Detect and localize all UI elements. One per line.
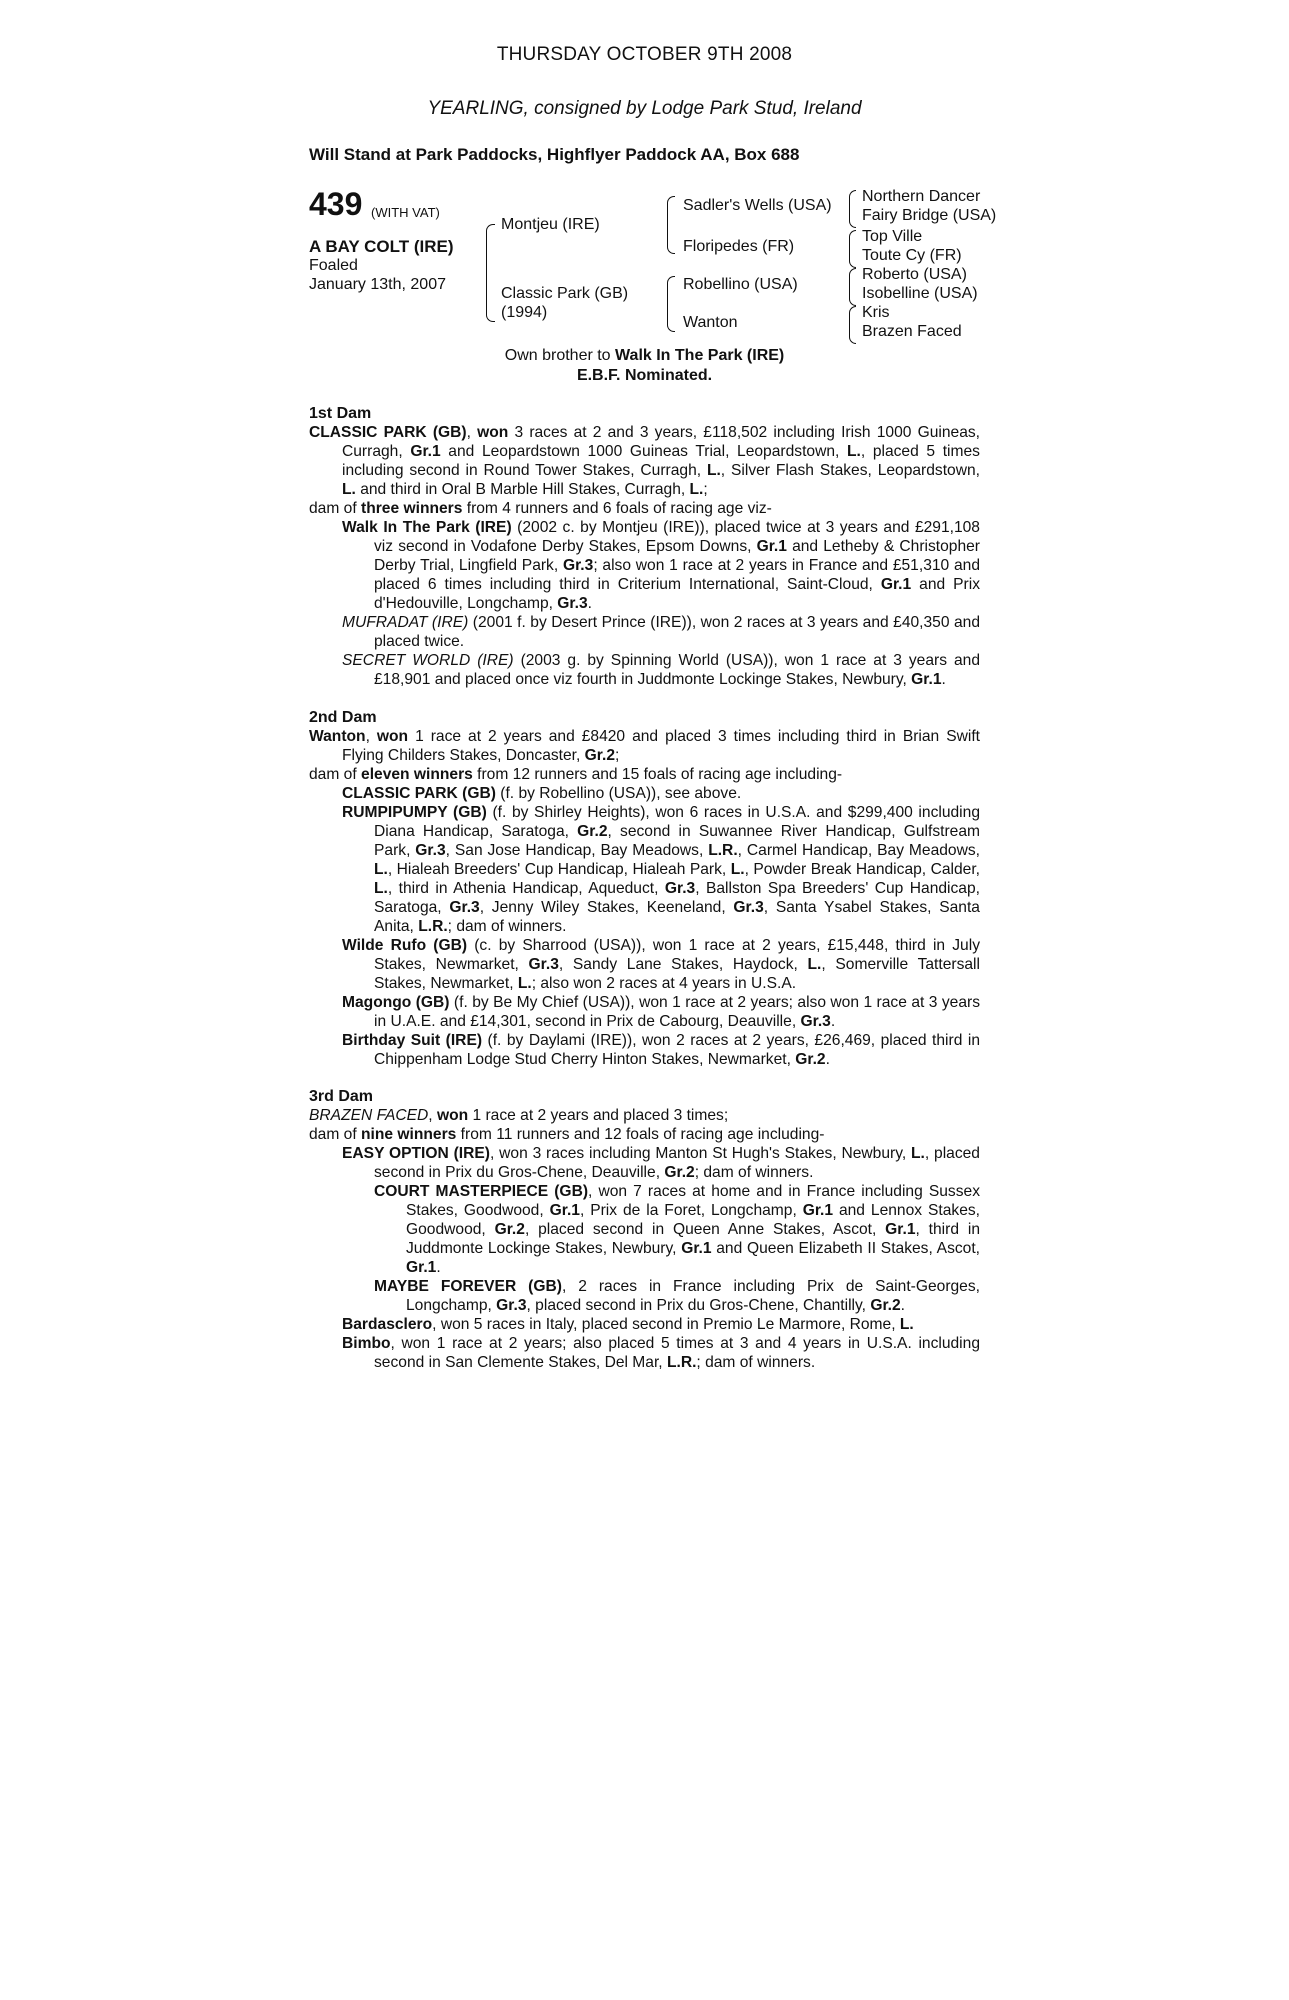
second-dam-produce-3: [309, 936, 980, 993]
text-run: Gr.2: [870, 1297, 901, 1314]
text-run: , Hialeah Breeders' Cup Handicap, Hialeah Park,: [387, 861, 731, 878]
text-run: CLASSIC PARK (GB): [342, 785, 496, 802]
text-run: won: [477, 424, 509, 441]
text-run: Gr.1: [756, 538, 787, 555]
brace-generation1: [486, 224, 495, 322]
text-run: L.: [846, 443, 861, 460]
text-run: 1 race at 2 years and placed 3 times;: [468, 1107, 729, 1124]
text-run: and Leopardstown 1000 Guineas Trial, Leopardstown,: [440, 443, 847, 460]
brace-g4: [849, 306, 856, 344]
text-run: eleven winners: [361, 766, 473, 783]
pedigree-dam: Classic Park (GB): [501, 285, 629, 302]
first-dam-produce-summary: [309, 499, 980, 518]
pedigree-g3: Top Ville: [862, 228, 923, 245]
text-run: Birthday Suit (IRE): [342, 1032, 483, 1049]
text-run: , placed second in Prix du Gros-Chene, Deauville,: [374, 1145, 980, 1181]
own-brother-prefix: Own brother to: [504, 347, 616, 364]
text-run: Bardasclero: [342, 1316, 433, 1333]
text-run: Gr.2: [584, 747, 616, 764]
text-run: SECRET WORLD (IRE): [342, 652, 514, 669]
brace-g1: [849, 190, 856, 228]
text-run: , Somerville Tattersall Stakes, Newmarket,: [374, 956, 980, 992]
text-run: and Prix d'Hedouville, Longchamp,: [374, 576, 980, 612]
text-run: Gr.1: [802, 1202, 834, 1219]
text-run: , second in Suwannee River Handicap, Gulfstream Park,: [374, 823, 980, 859]
text-run: Magongo (GB): [342, 994, 450, 1011]
first-dam-section: [309, 404, 980, 689]
text-run: (f. by Shirley Heights), won 6 races in U.S.A. and $299,400 including Diana Handicap, Saratoga,: [374, 804, 980, 840]
pedigree-dam-dam: Wanton: [683, 314, 738, 331]
text-run: , won 7 races at home and in France including Sussex Stakes, Goodwood,: [406, 1183, 980, 1219]
text-run: 1 race at 2 years and £8420 and placed 3 times including third in Brian Swift Flying Childers Stakes, Doncaster,: [342, 728, 980, 764]
text-run: L.R.: [418, 918, 448, 935]
sale-date: THURSDAY OCTOBER 9TH 2008: [496, 44, 793, 65]
text-run: (2001 f. by Desert Prince (IRE)), won 2 races at 3 years and £40,350 and placed twice.: [374, 614, 980, 650]
text-run: (f. by Be My Chief (USA)), won 1 race at 2 years; also won 1 race at 3 years in U.A.E. and £14,301, second in Prix de Cabourg, Deauville,: [374, 994, 980, 1030]
second-dam-record: [309, 727, 980, 765]
text-run: ;: [703, 481, 708, 498]
text-run: Gr.1: [549, 1202, 580, 1219]
second-dam-produce-1: [309, 784, 980, 803]
text-run: , won 3 races including Manton St Hugh's Stakes, Newbury,: [489, 1145, 912, 1162]
text-run: (c. by Sharrood (USA)), won 1 race at 2 years, £15,448, third in July Stakes, Newmarket,: [374, 937, 980, 973]
first-dam-heading: 1st Dam: [309, 405, 372, 422]
text-run: Gr.2: [577, 823, 608, 840]
second-dam-produce-4: [309, 993, 980, 1031]
text-run: , Powder Break Handicap, Calder,: [744, 861, 980, 878]
text-run: nine winners: [361, 1126, 457, 1143]
text-run: dam of: [309, 766, 362, 783]
foaled-date: January 13th, 2007: [309, 276, 446, 293]
text-run: Wanton: [309, 728, 366, 745]
consignment-line: YEARLING, consigned by Lodge Park Stud, Ireland: [427, 98, 862, 119]
pedigree-g8: Brazen Faced: [862, 323, 962, 340]
pedigree-g4: Toute Cy (FR): [862, 247, 962, 264]
text-run: L.R.: [666, 1354, 697, 1371]
pedigree-dam-year: (1994): [501, 304, 548, 321]
text-run: ,: [365, 728, 377, 745]
text-run: Gr.3: [664, 880, 696, 897]
text-run: L.: [730, 861, 745, 878]
text-run: Gr.3: [496, 1297, 527, 1314]
text-run: L.: [374, 880, 388, 897]
text-run: ; also won 1 race at 2 years in France and £51,310 and placed 6 times including third in Criterium International, Saint-Cloud,: [374, 557, 980, 593]
text-run: from 12 runners and 15 foals of racing age including-: [472, 766, 843, 783]
lot-title: A BAY COLT (IRE): [309, 237, 454, 256]
ebf-note: E.B.F. Nominated.: [576, 367, 713, 384]
text-run: Walk In The Park (IRE): [342, 519, 512, 536]
text-run: (2003 g. by Spinning World (USA)), won 1 race at 3 years and £18,901 and placed once viz fourth in Juddmonte Lockinge Stakes, Newbury,: [374, 652, 980, 688]
text-run: .: [830, 1013, 836, 1030]
text-run: ,: [428, 1107, 437, 1124]
text-run: (f. by Robellino (USA)), see above.: [495, 785, 742, 802]
text-run: ;: [615, 747, 620, 764]
text-run: Gr.1: [681, 1240, 712, 1257]
text-run: ; dam of winners.: [447, 918, 567, 935]
text-run: L.: [374, 861, 388, 878]
text-run: , won 5 races in Italy, placed second in Premio Le Marmore, Rome,: [432, 1316, 900, 1333]
text-run: Gr.3: [415, 842, 446, 859]
text-run: Gr.3: [562, 557, 594, 574]
third-dam-produce-bardasclero: [309, 1315, 980, 1334]
text-run: dam of: [309, 500, 362, 517]
text-run: , placed second in Queen Anne Stakes, Ascot,: [524, 1221, 886, 1238]
text-run: L.: [911, 1145, 925, 1162]
text-run: Wilde Rufo (GB): [342, 937, 468, 954]
first-dam-produce-1: [309, 518, 980, 613]
text-run: , 2 races in France including Prix de Saint-Georges, Longchamp,: [406, 1278, 980, 1314]
text-run: RUMPIPUMPY (GB): [342, 804, 487, 821]
text-run: , Sandy Lane Stakes, Haydock,: [558, 956, 808, 973]
first-dam-record: [309, 423, 980, 499]
text-run: , San Jose Handicap, Bay Meadows,: [445, 842, 709, 859]
text-run: , Jenny Wiley Stakes, Keeneland,: [479, 899, 734, 916]
text-run: Gr.3: [528, 956, 559, 973]
text-run: 3 races at 2 and 3 years, £118,502 including Irish 1000 Guineas, Curragh,: [342, 424, 980, 460]
brace-g3: [849, 268, 856, 306]
text-run: Gr.2: [494, 1221, 525, 1238]
text-run: CLASSIC PARK (GB): [309, 424, 467, 441]
text-run: Gr.3: [733, 899, 764, 916]
second-dam-produce-2: [309, 803, 980, 936]
text-run: Gr.1: [880, 576, 912, 593]
text-run: three winners: [361, 500, 463, 517]
pedigree-dam-sire: Robellino (USA): [683, 276, 798, 293]
text-run: MAYBE FOREVER (GB): [374, 1278, 562, 1295]
text-run: , won 1 race at 2 years; also placed 5 times at 3 and 4 years in U.S.A. including second in San Clemente Stakes, Del Mar,: [374, 1335, 980, 1371]
text-run: .: [587, 595, 592, 612]
brace-g2: [849, 230, 856, 268]
text-run: Gr.3: [800, 1013, 831, 1030]
text-run: won: [436, 1107, 469, 1124]
text-run: and Lennox Stakes, Goodwood,: [406, 1202, 980, 1238]
text-run: and Letheby & Christopher Derby Trial, Lingfield Park,: [374, 538, 980, 574]
text-run: and Queen Elizabeth II Stakes, Ascot,: [711, 1240, 980, 1257]
text-run: ; dam of winners.: [696, 1354, 816, 1371]
text-run: , Santa Ysabel Stakes, Santa Anita,: [374, 899, 980, 935]
text-run: Gr.2: [664, 1164, 695, 1181]
third-dam-heading: 3rd Dam: [309, 1088, 374, 1105]
text-run: L.: [689, 481, 704, 498]
stand-location: Will Stand at Park Paddocks, Highflyer Paddock AA, Box 688: [309, 145, 800, 164]
text-run: , placed second in Prix du Gros-Chene, Chantilly,: [526, 1297, 871, 1314]
second-dam-produce-summary: [309, 765, 980, 784]
brace-dam-parents: [667, 276, 675, 332]
own-brother-name: Walk In The Park (IRE): [615, 347, 785, 364]
text-run: L.: [807, 956, 822, 973]
second-dam-section: [309, 708, 980, 1069]
text-run: COURT MASTERPIECE (GB): [374, 1183, 589, 1200]
second-dam-produce-5: [309, 1031, 980, 1069]
text-run: , Silver Flash Stakes, Leopardstown,: [720, 462, 980, 479]
pedigree-g6: Isobelline (USA): [862, 285, 978, 302]
pedigree-g7: Kris: [862, 304, 890, 321]
text-run: , Carmel Handicap, Bay Meadows,: [737, 842, 980, 859]
text-run: BRAZEN FACED: [309, 1107, 429, 1124]
text-run: ; dam of winners.: [694, 1164, 814, 1181]
text-run: Gr.1: [406, 1259, 437, 1276]
pedigree-g5: Roberto (USA): [862, 266, 967, 283]
text-run: L.R.: [708, 842, 738, 859]
text-run: from 11 runners and 12 foals of racing age including-: [456, 1126, 825, 1143]
third-dam-produce-maybe-forever: [309, 1277, 980, 1315]
pedigree-g1: Northern Dancer: [862, 188, 981, 205]
text-run: from 4 runners and 6 foals of racing age viz-: [462, 500, 772, 517]
text-run: L.: [706, 462, 721, 479]
text-run: MUFRADAT (IRE): [342, 614, 469, 631]
text-run: Gr.3: [449, 899, 480, 916]
first-dam-produce-3: [309, 651, 980, 689]
text-run: .: [825, 1051, 830, 1068]
text-run: , third in Athenia Handicap, Aqueduct,: [387, 880, 665, 897]
text-run: .: [941, 671, 946, 688]
third-dam-produce-easy-option: [309, 1144, 980, 1182]
third-dam-produce-bimbo: [309, 1334, 980, 1372]
text-run: .: [436, 1259, 441, 1276]
third-dam-produce-summary: [309, 1125, 980, 1144]
text-run: L.: [517, 975, 532, 992]
text-run: L.: [342, 481, 356, 498]
pedigree-sire: Montjeu (IRE): [501, 216, 600, 233]
text-run: , third in Juddmonte Lockinge Stakes, Newbury,: [406, 1221, 980, 1257]
vat-note: (WITH VAT): [371, 205, 440, 220]
third-dam-record: [309, 1106, 980, 1125]
text-run: Gr.1: [885, 1221, 916, 1238]
text-run: won: [376, 728, 409, 745]
first-dam-produce-2: [309, 613, 980, 651]
text-run: and third in Oral B Marble Hill Stakes, Curragh,: [355, 481, 690, 498]
pedigree-sire-sire: Sadler's Wells (USA): [683, 197, 832, 214]
pedigree-sire-dam: Floripedes (FR): [683, 238, 795, 255]
text-run: (f. by Daylami (IRE)), won 2 races at 2 years, £26,469, placed third in Chippenham Lodge Stud Cherry Hinton Stakes, Newmarket,: [374, 1032, 980, 1068]
text-run: dam of: [309, 1126, 362, 1143]
third-dam-section: [309, 1087, 980, 1372]
text-run: Gr.1: [410, 443, 441, 460]
third-dam-produce-court-masterpiece: [309, 1182, 980, 1277]
text-run: .: [900, 1297, 906, 1314]
text-run: ,: [466, 424, 478, 441]
text-run: ; also won 2 races at 4 years in U.S.A.: [531, 975, 797, 992]
text-run: Gr.3: [557, 595, 588, 612]
text-run: , Ballston Spa Breeders' Cup Handicap, Saratoga,: [374, 880, 980, 916]
text-run: Bimbo: [342, 1335, 391, 1352]
text-run: EASY OPTION (IRE): [342, 1145, 490, 1162]
pedigree-g2: Fairy Bridge (USA): [862, 207, 997, 224]
text-run: (2002 c. by Montjeu (IRE)), placed twice at 3 years and £291,108 viz second in Vodafone Derby Stakes, Epsom Downs,: [374, 519, 980, 555]
text-run: Gr.2: [795, 1051, 826, 1068]
own-brother-note: [0, 347, 1289, 365]
text-run: , Prix de la Foret, Longchamp,: [579, 1202, 803, 1219]
text-run: , placed 5 times including second in Round Tower Stakes, Curragh,: [342, 443, 980, 479]
text-run: Gr.1: [911, 671, 942, 688]
lot-number: 439: [309, 186, 363, 222]
foaled-label: Foaled: [309, 257, 358, 274]
text-run: L.: [899, 1316, 914, 1333]
second-dam-heading: 2nd Dam: [309, 709, 377, 726]
brace-sire-parents: [667, 196, 675, 254]
